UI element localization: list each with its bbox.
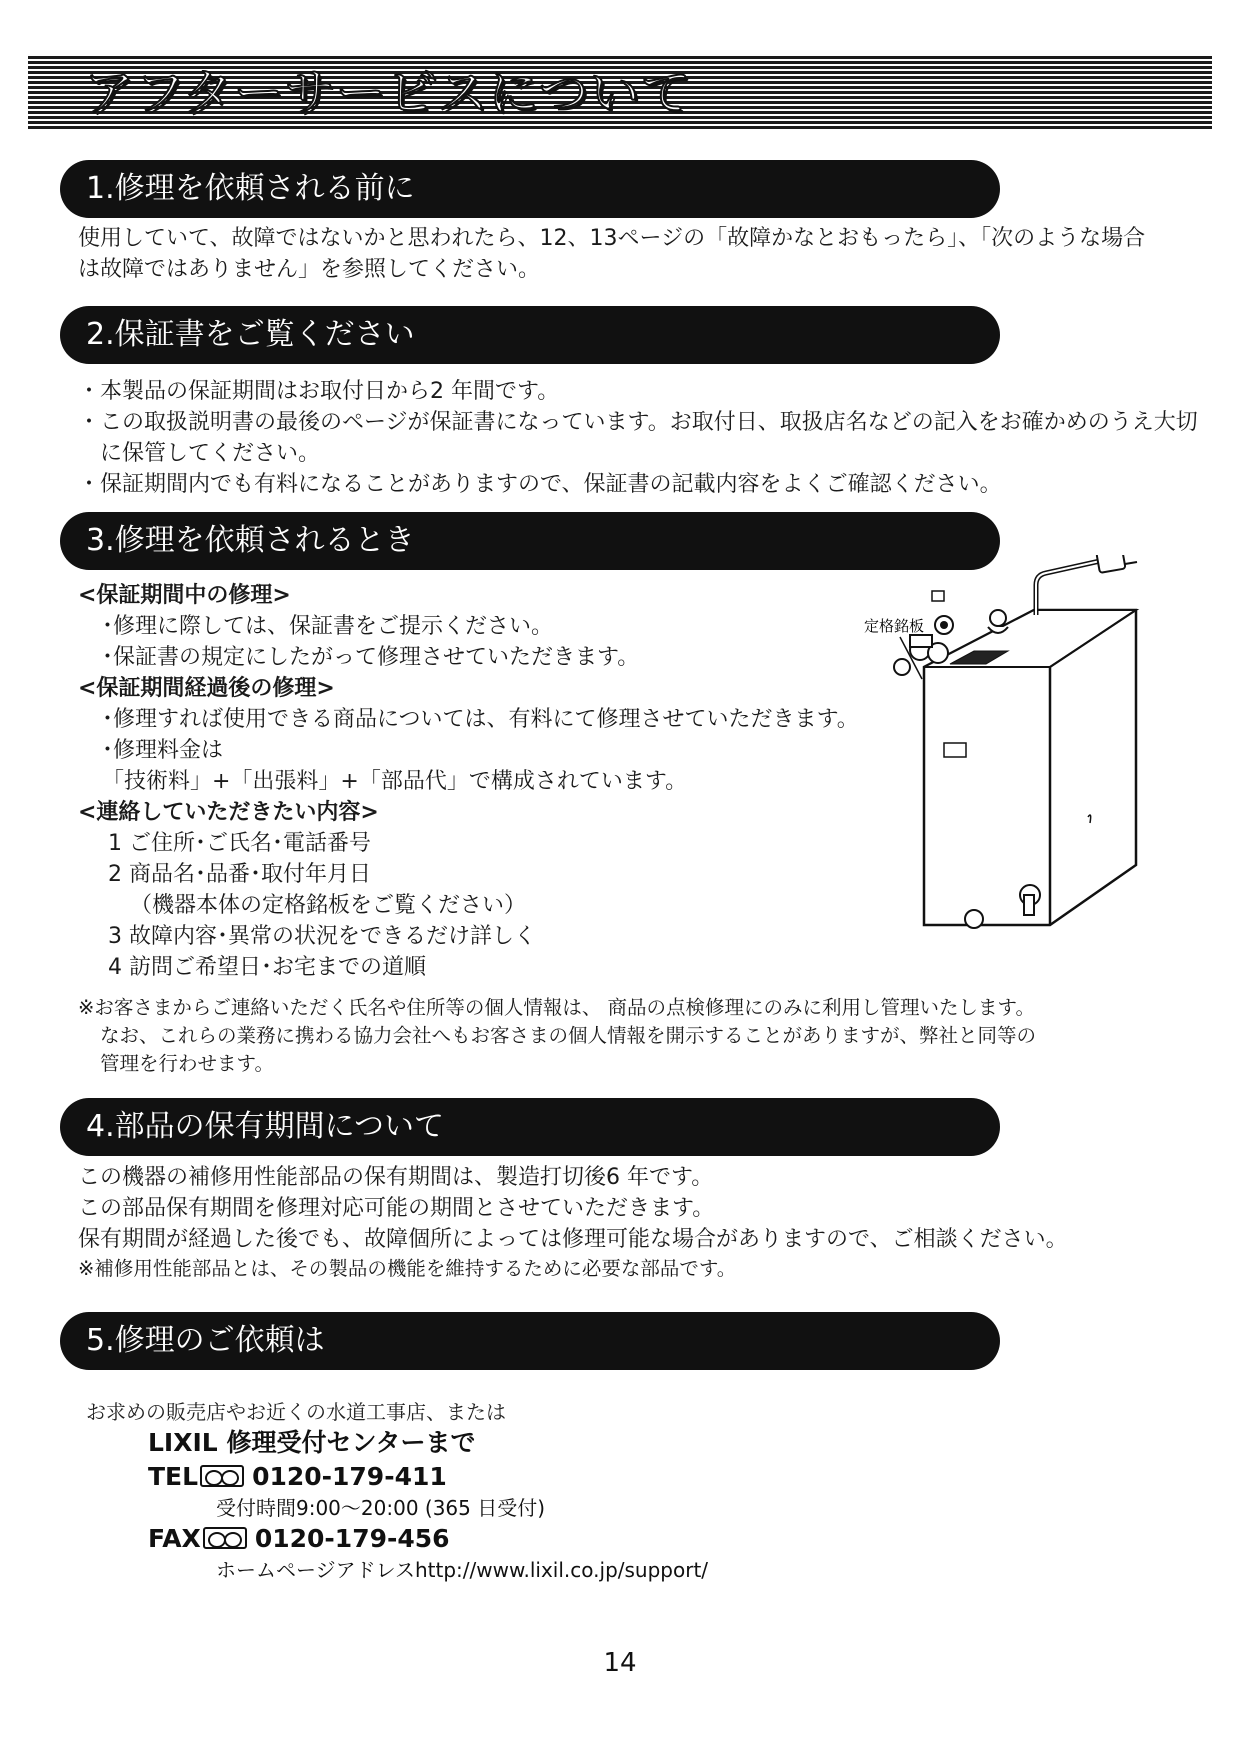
section-3-body bbox=[78, 580, 859, 983]
section-2-header: 2.保証書をご覧ください bbox=[60, 306, 1000, 364]
freedial-icon bbox=[203, 1527, 247, 1549]
section-4-note: ※補修用性能部品とは、その製品の機能を維持するために必要な部品です。 bbox=[78, 1257, 737, 1280]
section-1-line: 使用していて、故障ではないかと思われたら、12、13ページの「故障かなとおもったら」、「次のような場合 bbox=[78, 226, 1146, 251]
contact-details-heading: <連絡していただきたい内容> bbox=[78, 800, 379, 825]
contact-item: 3 故障内容･異常の状況をできるだけ詳しく bbox=[108, 924, 536, 949]
section-3-line: ･修理に際しては、保証書をご提示ください。 bbox=[102, 614, 554, 639]
fax-line bbox=[86, 1522, 708, 1556]
privacy-note-line: 管理を行わせます。 bbox=[100, 1052, 274, 1075]
outlet-fitting-icon bbox=[965, 910, 983, 928]
page-number: 14 bbox=[603, 1648, 637, 1678]
section-3-header: 3.修理を依頼されるとき bbox=[60, 512, 1000, 570]
repair-center-name: LIXIL 修理受付センターまで bbox=[148, 1428, 476, 1457]
section-2-bullet: ・本製品の保証期間はお取付日から2 年間です。 bbox=[78, 379, 560, 404]
front-label-icon bbox=[944, 743, 966, 757]
plug-prong bbox=[1125, 562, 1137, 564]
water-heater-illustration bbox=[840, 555, 1170, 975]
section-2-body bbox=[78, 376, 1210, 500]
privacy-note bbox=[78, 994, 1036, 1078]
contact-item: 4 訪問ご希望日･お宅までの道順 bbox=[108, 955, 426, 980]
section-2-bullet: ・保証期間内でも有料になることがありますので、保証書の記載内容をよくご確認ください。 bbox=[78, 472, 1002, 497]
privacy-note-line: ※お客さまからご連絡いただく氏名や住所等の個人情報は、 商品の点検修理にのみに利用し管理いたします。 bbox=[78, 996, 1035, 1019]
website-address[interactable]: ホームページアドレスhttp://www.lixil.co.jp/support/ bbox=[216, 1558, 709, 1582]
freedial-icon bbox=[200, 1465, 244, 1487]
section-4-line: この機器の補修用性能部品の保有期間は、製造打切後6 年です。 bbox=[78, 1165, 714, 1190]
section-1-header: 1.修理を依頼される前に bbox=[60, 160, 1000, 218]
drain-fitting-icon bbox=[1024, 895, 1034, 915]
fax-label: FAX bbox=[148, 1524, 201, 1553]
fitting-icon bbox=[932, 591, 944, 601]
page-title: アフターサービスについて bbox=[84, 64, 692, 122]
contact-item: 1 ご住所･ご氏名･電話番号 bbox=[108, 831, 371, 856]
section-5-header: 5.修理のご依頼は bbox=[60, 1312, 1000, 1370]
fitting-icon bbox=[940, 621, 948, 629]
section-4-line: 保有期間が経過した後でも、故障個所によっては修理可能な場合がありますので、ご相談ください。 bbox=[78, 1227, 1068, 1252]
tel-label: TEL bbox=[148, 1462, 199, 1491]
section-3-line: ･保証書の規定にしたがって修理させていただきます。 bbox=[102, 645, 640, 670]
section-4-line: この部品保有期間を修理対応可能の期間とさせていただきます。 bbox=[78, 1196, 715, 1221]
section-1-line: は故障ではありません」を参照してください。 bbox=[78, 257, 541, 282]
valve-icon bbox=[910, 635, 932, 647]
section-3-line: 「技術料」+「出張料」+「部品代」で構成されています。 bbox=[102, 769, 688, 794]
section-4-header: 4.部品の保有期間について bbox=[60, 1098, 1000, 1156]
section-3-line: ･修理料金は bbox=[102, 738, 224, 763]
power-plug bbox=[1096, 555, 1125, 573]
section-3-line: ･修理すれば使用できる商品については、有料にて修理させていただきます。 bbox=[102, 707, 859, 732]
fax-number[interactable]: 0120-179-456 bbox=[254, 1524, 450, 1553]
privacy-note-line: なお、これらの業務に携わる協力会社へもお客さまの個人情報を開示することがありますが、弊社と同等の bbox=[100, 1024, 1037, 1047]
tel-number[interactable]: 0120-179-411 bbox=[252, 1462, 447, 1491]
warranty-period-repair-heading: <保証期間中の修理> bbox=[78, 583, 291, 608]
rating-plate-label: 定格銘板 bbox=[864, 617, 925, 635]
contact-lead: お求めの販売店やお近くの水道工事店、または bbox=[86, 1400, 506, 1424]
contact-item: （機器本体の定格銘板をご覧ください） bbox=[130, 893, 527, 918]
tel-line bbox=[86, 1460, 708, 1494]
repair-contact-block bbox=[86, 1398, 708, 1584]
valve-icon bbox=[894, 659, 910, 675]
section-2-bullet: ・この取扱説明書の最後のページが保証書になっています。お取付日、取扱店名などの記入をお確かめのうえ大切に保管してください。 bbox=[78, 410, 1198, 466]
fitting-icon bbox=[990, 610, 1006, 626]
page-banner bbox=[28, 56, 1212, 130]
power-cord-inner bbox=[1036, 561, 1100, 615]
section-1-body bbox=[78, 223, 1145, 285]
section-4-body bbox=[78, 1162, 1068, 1283]
post-warranty-repair-heading: <保証期間経過後の修理> bbox=[78, 676, 335, 701]
reception-hours: 受付時間9:00～20:00 (365 日受付) bbox=[216, 1496, 546, 1520]
contact-item: 2 商品名･品番･取付年月日 bbox=[108, 862, 371, 887]
